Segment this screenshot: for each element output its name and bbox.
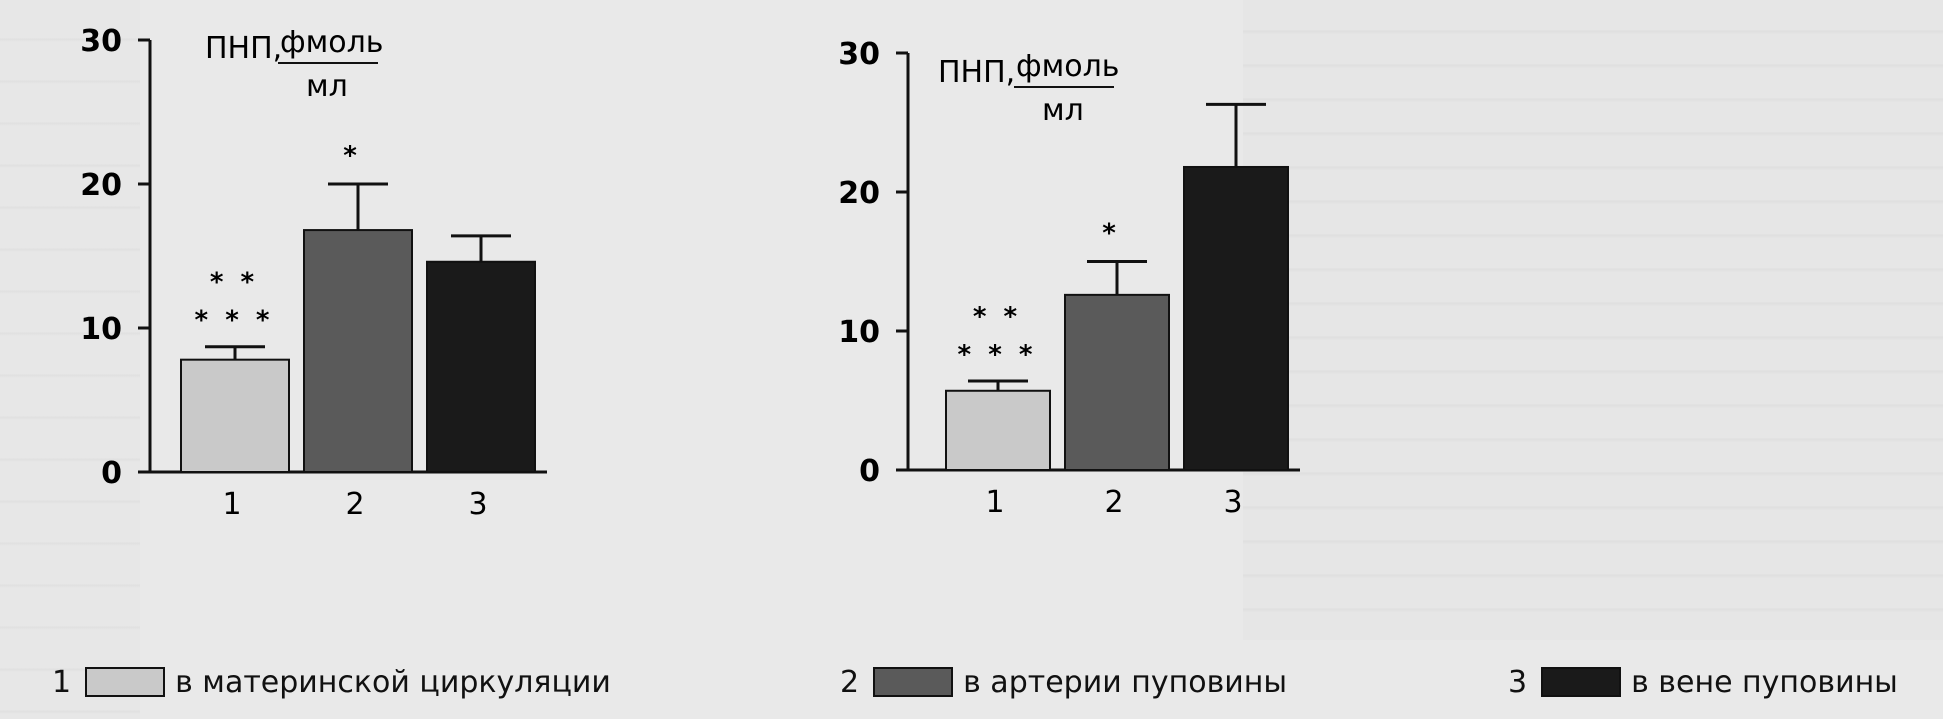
- legend-swatch: [85, 667, 165, 697]
- x-tick-label: 3: [1223, 485, 1243, 520]
- y-axis-unit-numerator: фмоль: [280, 25, 384, 60]
- significance-marker: * *: [209, 267, 259, 298]
- y-tick-label: 10: [838, 315, 880, 350]
- y-tick-label: 30: [838, 37, 880, 72]
- legend-number: 2: [840, 664, 860, 700]
- significance-marker: *: [1102, 218, 1116, 249]
- y-tick-label: 0: [859, 454, 880, 489]
- y-axis-label: ПНП,: [205, 31, 283, 66]
- y-tick-label: 0: [101, 456, 122, 491]
- y-tick-label: 20: [838, 176, 880, 211]
- chart-2: [838, 37, 1300, 520]
- y-axis-label: ПНП,: [938, 55, 1016, 90]
- bar-3: [1184, 167, 1288, 470]
- legend-item-3: [1508, 660, 1898, 704]
- y-tick-label: 30: [80, 24, 122, 59]
- significance-marker: * *: [972, 302, 1022, 333]
- x-tick-label: 2: [345, 487, 365, 522]
- legend-label: в артерии пуповины: [963, 664, 1288, 700]
- legend-number: 1: [52, 664, 72, 700]
- legend-item-1: [52, 660, 611, 704]
- y-axis-unit-denominator: мл: [306, 69, 348, 104]
- y-tick-label: 10: [80, 312, 122, 347]
- bar-3: [427, 262, 535, 472]
- x-tick-label: 1: [222, 487, 242, 522]
- legend-item-2: [840, 660, 1287, 704]
- bar-2: [304, 230, 412, 472]
- chart-1: [80, 24, 547, 522]
- bar-1: [181, 360, 289, 472]
- legend-swatch: [873, 667, 953, 697]
- x-tick-label: 3: [468, 487, 488, 522]
- significance-marker: *: [343, 141, 357, 171]
- y-axis-unit-numerator: фмоль: [1016, 49, 1120, 84]
- x-tick-label: 1: [985, 485, 1005, 520]
- significance-marker: * * *: [957, 340, 1037, 371]
- legend-label: в вене пуповины: [1631, 664, 1898, 700]
- y-tick-label: 20: [80, 168, 122, 203]
- legend-label: в материнской циркуляции: [175, 664, 611, 700]
- bar-1: [946, 391, 1050, 470]
- legend-swatch: [1541, 667, 1621, 697]
- legend-number: 3: [1508, 664, 1528, 700]
- significance-marker: * * *: [194, 305, 274, 336]
- x-tick-label: 2: [1104, 485, 1124, 520]
- bar-2: [1065, 295, 1169, 470]
- y-axis-unit-denominator: мл: [1042, 93, 1084, 128]
